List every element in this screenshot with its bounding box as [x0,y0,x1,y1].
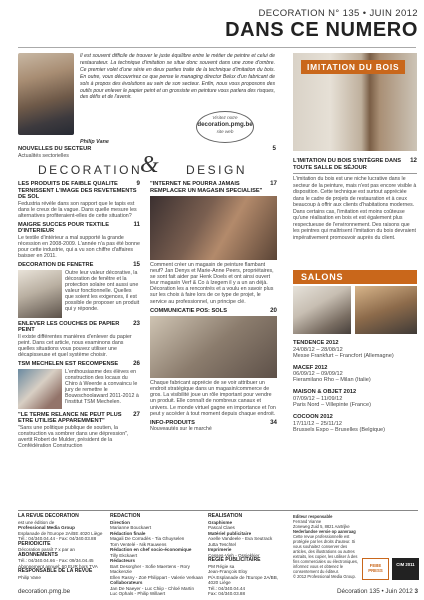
cim-logo: CIM 2011 [392,558,419,580]
feature-tag: IMITATION DU BOIS [301,60,405,74]
toc-entry[interactable] [18,412,140,449]
page-number: 20 [270,306,277,314]
entry-title: 17 "INTERNET NE POURRA JAMAIS REMPLACER UN MAGASIN SPECIALISE" [150,180,277,194]
entry-subtitle: L'enthousiasme des élèves en construction des locaux du Chiro à Weerde a convaincu le jury de remettre le Bouwschoolaward 2011-2012 à l'institut TSM Mechelen. [65,368,139,405]
page-number: 26 [133,360,140,368]
toc-entry[interactable] [150,181,277,305]
toc-entry[interactable] [18,321,140,358]
issue-label: DECORATION N° 135 • JUIN 2012 [258,8,418,19]
entry-subtitle: Nouveautés sur le marché [150,426,212,433]
imprint-redaction: REDACTION Direction Marianne Bouckaert Rédaction finale Magali De Corradès - Tia Ghuyselen Tom Ventelé - Nik Rauwens Rédaction en chef socio-économique Tilly Ekckaert Rédacteurs Bart Desorgher - Sofie Maertens - Rory Mackenzie Ellen Rasny - Zoë Philippart - Valerie Verkaan Collaborateurs Jan De Naeyer - Luc Chiip - Chloé Martin Luc Ophals - Philip Willaert [110,513,204,596]
feature-text: L'imitation du bois est une niche lucrative dans le secteur de la peinture, mais n'est pas encore visible à disposition. Cette technique est surtout appréciée dans le cadre de projets de restauration et à ceux beaucoup à offrir aux clients d'habitations modernes. Dans certains cas, l'imitation est moins coûteuse qu'une réalisation en bois et est également plus respectueuse de l'environnement. Des raisons que les peintres qui maîtrisent l'imitation du bois devraient impérativement promouvoir auprès du client. [293,176,417,241]
footer-url[interactable]: decoration.pmg.be [18,588,71,595]
salon-name: MACEF 2012 [293,364,328,371]
page-title: DANS CE NUMERO [225,19,418,41]
entry-subtitle: Comment créer un magasin de peinture flambant neuf? Jan Denys et Marie-Anne Peers, propriétaires, se sont fait aider par Henk Doels et ont ainsi ouvert leur magasin Verf & Co à Izegem il y a un an déjà. Décoration les a rencontrés et a voulu en savoir plus sur les choix à faire lors de ce type de projet, le service au professionnel, un principe clé. [150,262,274,305]
footer-pageinfo: Décoration 135 • Juin 2012 3 [337,588,418,595]
salons-photos [293,286,417,334]
editorial-signature: Philip Vane [80,139,109,145]
page-number: 11 [133,220,140,228]
entry-subtitle: Actualités sectorielles [18,152,69,159]
seal-top-text: Visitez notre [212,115,238,120]
salon-place: Fieramilano Rho – Milan (Italie) [293,377,371,384]
feature-article [293,158,417,241]
feature-title: 12 L'IMITATION DU BOIS S'INTÈGRE DANS TOUTE SALLE DE SÉJOUR [293,157,417,171]
entry-title: 23 ENLEVER LES COUCHES DE PAPIER PEINT [18,319,140,334]
toc-entry[interactable] [18,361,140,409]
salon-entry[interactable] [293,389,417,408]
salon-entry[interactable] [293,365,417,384]
feature-image [293,53,417,151]
entry-title: 27 "LE TERME RELANCE NE PEUT PLUS ETRE UTILISE APPAREMMENT" [18,410,140,425]
editor-portrait [18,53,74,135]
imprint-legal: Editeur responsable Ferrand Vianne Zoneweg Zuid 5, 8821 Aartrijke Nederlandse versie op aanvraag Cette revue professionnelle est protégée par les droits d'auteur. Si vous souhaitez conserver des articles, des illustrations ou autres extraits, les copier, les utiliser à des fins commerciales ou électroniques, informez vous et obtenez le consentement du éditeur. © 2012 Professional Media Group. [293,514,359,579]
entry-title: 5 NOUVELLES DU SECTEUR [18,145,276,152]
toc-entry[interactable] [150,420,277,433]
entry-subtitle: "Sans une politique publique de soutien, la construction va sombrer dans une dépression", avertit Robert de Mulder, président de la Confédération Construction [18,424,129,449]
footer-divider [18,510,418,511]
category-ampersand: & [140,152,159,178]
salon-name: COCOON 2012 [293,414,333,421]
toc-entry[interactable] [18,222,140,259]
salon-name: TENDENCE 2012 [293,340,339,346]
entry-subtitle: Chaque fabricant apprécie de se voir attribuer un endroit stratégique dans un magasin/commerce de gros. La visibilité joue un rôle important pour vendre un produit. Elle connaît de nombreux canaux et univers. Le monde virtuel gagne en importance et l'on peut y accéder à tout moment depuis chaque endroit. [150,380,276,417]
imprint-publisher: LA REVUE DECORATION est une édition de Professional Media Group Esplanade de l'Europe 2A/BE 4020 Liège Tél.: 04/340.04.44 - Fax: 04/340.03.88 PERIODICITE Décoration paraît 7 x par an ABONNEMENTS Tél.: 04/340.04.66 - Fax: 09/34.04.45 Abonnement annuel: 60 EUR hors TVA RESPONSABLE DE LA REVUE Philip Vane [18,513,103,580]
page-number: 12 [410,157,417,164]
entry-subtitle: Outre leur valeur décorative, la décoration de fenêtre et la protection solaire ont aussi une valeur fonctionnelle. Quelles que soient les exigences, il est possible de proposer un produit qui y réponde. [65,269,140,313]
salon-name: MAISON & OBJET 2012 [293,389,357,396]
salon-place: Paris Nord – Villepinte (France) [293,401,371,408]
page-number: 5 [272,145,276,152]
entry-title: 34 INFO-PRODUITS [150,418,277,426]
website-seal[interactable] [196,111,254,143]
salon-dates: 17/11/12 – 25/11/12 [293,420,342,427]
award-photo [18,369,62,409]
seal-url[interactable]: decoration.pmg.be [197,121,253,128]
page-number: 27 [133,410,140,418]
salon-dates: 07/09/12 – 11/09/12 [293,395,343,402]
page-number: 15 [133,261,140,269]
salon-photo [293,286,351,334]
decoration-column [18,181,140,449]
entry-subtitle: Fedustria révèle dans son rapport que le tapis est dans le creux de la vague. Dans quelle mesure les alternatives profiteraient-elles de cette situation? [18,200,137,219]
paint-store-photo [150,196,277,260]
entry-title: 9 LES PRODUITS DE FAIBLE QUALITE TERNISSENT L'IMAGE DES REVETEMENTS DE SOL [18,180,140,200]
page-number: 23 [133,319,140,327]
entry-subtitle: Le textile d'intérieur a mal supporté la grande récession en 2008-2009. L'année n'a pas été bonne pour cette industrie, qui a vu son chiffre d'affaires baisser en 2011. [18,234,140,260]
salon-dates: 24/08/12 – 28/08/12 [293,346,343,353]
entry-title: 15 DECORATION DE FENETRE [18,261,140,269]
design-column [150,181,277,432]
toc-entry[interactable] [18,262,140,318]
entry-title: 26 TSM MECHELEN EST RECOMPENSE [18,360,140,368]
salon-dates: 06/09/12 – 09/09/12 [293,371,343,378]
editorial-text: Il est souvent difficile de trouver le juste équilibre entre le métier de peintre et celui de restaurateur. La technique d'imitation se situe donc souvent dans une zone d'ombre. Ce premier volet d'une série en deux parties traite de la technique d'imitation du bois. En outre, vous découvrirez ce que pense le managing director Belux d'un fabricant de sols à propos des évolutions au sein de son secteur. Enfin, nous vous proposons des outils pour enlever le papier peint et un grossiste en peinture vous parlera des risques, des défis et de l'avenir. [80,53,275,101]
category-design: DESIGN [186,163,248,177]
page-number: 17 [270,180,277,187]
entry-title: 11 MAIGRE SUCCES POUR TEXTILE D'INTERIEUR [18,220,140,235]
salon-photo [355,286,417,334]
salon-place: Messe Frankfurt – Francfort (Allemagne) [293,352,394,359]
entry-subtitle: Il existe différentes manières d'enlever du papier peint. Dans cet article, nous examinons dans quelles situations vous pouvez utiliser une décapisseuse et quel système choisir. [18,333,132,358]
category-decoration: DECORATION [38,163,143,177]
febe-press-logo: FEBE PRESS [362,558,389,580]
salons-tag: SALONS [293,270,417,284]
divider [293,173,417,174]
salon-place: Brussels Expo – Bruxelles (Belgique) [293,426,386,433]
imprint-realisation: REALISATION Graphisme Pascal Claes Matériel publicitaire Axelle Vandeele - Eva Seutrack Jutta Teschtel Imprimerie Cesses-Vieh - Ossiekkier REGIE PUBLICITAIRE PM Régie sa Jean-François Eloy P/A Esplanade de l'Europe 2A/BB, 4020 Liège Tél.: 04/340.04.44 Fax: 04/340.03.88 [208,513,279,596]
salon-entry[interactable] [293,340,417,359]
page-number: 34 [270,418,277,426]
toc-entry[interactable] [150,308,277,417]
flooring-display-photo [150,316,277,378]
divider [18,47,416,48]
entry-title: 20 COMMUNICATIE POS: SOLS [150,306,277,314]
toc-entry[interactable] [18,181,140,219]
salons-list [293,340,417,433]
seal-bottom-text: site web [216,129,234,134]
salon-entry[interactable] [293,414,417,433]
window-decoration-photo [18,270,62,318]
page-number: 9 [136,180,140,187]
